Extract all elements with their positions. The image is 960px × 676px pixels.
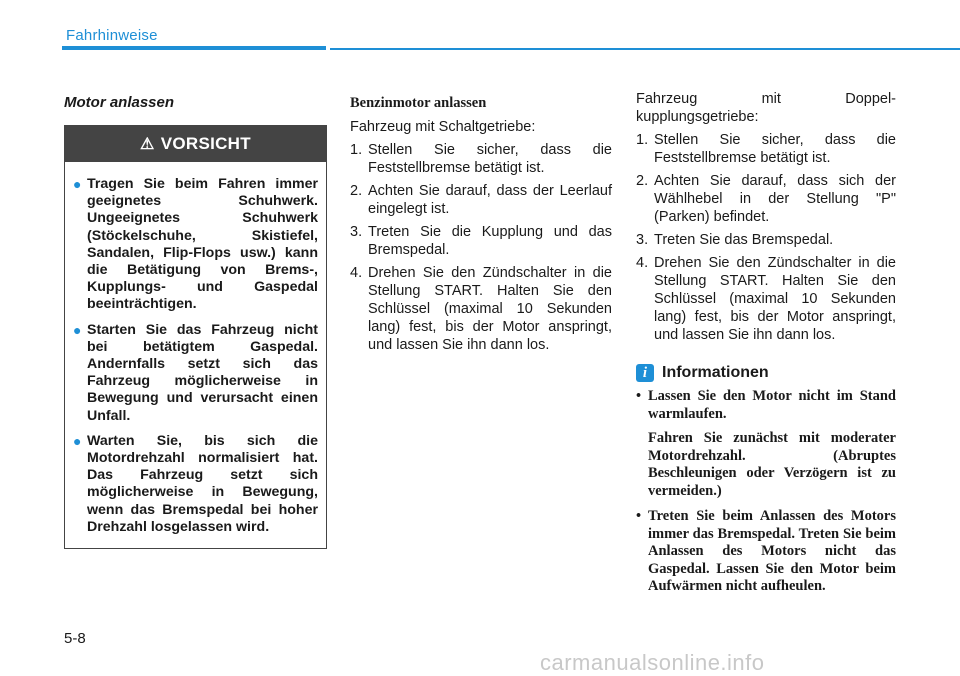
info-item-subtext: Fahren Sie zunächst mit moderater Motordrehzahl. (Abruptes Beschleunigen oder Verzögern ist zu vermeiden.) [648, 430, 896, 499]
bullet-dot-icon: ● [73, 176, 82, 192]
middle-column [350, 90, 612, 359]
dct-steps-list [636, 131, 896, 344]
caution-list [65, 162, 326, 548]
step-number: 1. [350, 142, 363, 158]
page-number: 5-8 [64, 630, 86, 647]
caution-item [73, 176, 318, 314]
caution-box [64, 125, 327, 549]
info-item-text: Lassen Sie den Motor nicht im Stand warmlaufen. [648, 388, 896, 422]
info-header [636, 364, 896, 382]
step-text: Treten Sie die Kupplung und das Bremspedal. [368, 224, 612, 258]
step-number: 2. [636, 173, 649, 189]
info-icon: i [636, 364, 654, 382]
bullet-dot-icon: ● [73, 432, 82, 449]
header-rule-thin [330, 48, 960, 50]
manual-steps-list [350, 141, 612, 354]
bullet-dot-icon: ● [73, 321, 82, 338]
caution-item [73, 433, 318, 536]
left-column [64, 90, 327, 549]
info-title: Informationen [662, 364, 769, 381]
section-title: Motor anlassen [64, 94, 175, 111]
caution-item [73, 322, 318, 425]
step-text: Achten Sie darauf, dass sich der Wählhebel in der Stellung "P" (Parken) befindet. [654, 173, 896, 225]
manual-transmission-intro: Fahrzeug mit Schaltgetriebe: [350, 119, 536, 135]
step-item [350, 141, 612, 177]
info-item [636, 388, 896, 500]
step-text: Drehen Sie den Zündschalter in die Stellung START. Halten Sie den Schlüssel (maximal 10 Sekunden lang) fest, bis der Motor anspringt, und lassen Sie ihn dann los. [654, 255, 896, 343]
info-item [636, 508, 896, 596]
step-number: 4. [350, 265, 363, 281]
caution-header [65, 126, 326, 162]
header-rule-thick [62, 46, 326, 50]
dct-intro: Fahrzeug mit Doppel-kupplungsgetriebe: [636, 91, 896, 125]
step-text: Stellen Sie sicher, dass die Feststellbremse betätigt ist. [654, 132, 896, 166]
step-item [636, 172, 896, 226]
caution-item-text: Tragen Sie beim Fahren immer geeignetes Schuhwerk. Ungeeignetes Schuhwerk (Stöckelschuhe, Skistiefel, Sandalen, Flip-Flops usw.) kann die Betätigung von Brems-, Kupplungs- und Gaspedal beeinträchtigen. [87, 176, 318, 313]
step-text: Stellen Sie sicher, dass die Feststellbremse betätigt ist. [368, 142, 612, 176]
step-item [350, 264, 612, 354]
step-item [636, 131, 896, 167]
step-number: 1. [636, 132, 649, 148]
section-header-title: Fahrhinweise [66, 27, 158, 44]
step-item [636, 231, 896, 249]
bullet-icon: • [636, 388, 642, 404]
caution-item-text: Starten Sie das Fahrzeug nicht bei betätigtem Gaspedal. Andernfalls setzt sich das Fahrzeug möglicherweise in Bewegung und verursacht einen Unfall. [87, 321, 318, 424]
step-number: 2. [350, 183, 363, 199]
step-text: Drehen Sie den Zündschalter in die Stellung START. Halten Sie den Schlüssel (maximal 10 Sekunden lang) fest, bis der Motor anspringt, und lassen Sie ihn dann los. [368, 265, 612, 353]
info-item-text: Treten Sie beim Anlassen des Motors immer das Bremspedal. Treten Sie beim Anlassen des Motors nicht das Gaspedal. Lassen Sie den Motor beim Aufwärmen nicht aufheulen. [648, 508, 896, 594]
step-text: Achten Sie darauf, dass der Leerlauf eingelegt ist. [368, 183, 612, 217]
step-item [350, 223, 612, 259]
warning-triangle-icon: ⚠ [140, 136, 155, 153]
info-list [636, 388, 896, 596]
petrol-engine-heading: Benzinmotor anlassen [350, 95, 487, 111]
step-number: 3. [636, 232, 649, 248]
step-text: Treten Sie das Bremspedal. [654, 232, 834, 248]
step-item [636, 254, 896, 344]
caution-item-text: Warten Sie, bis sich die Motordrehzahl normalisiert hat. Das Fahrzeug setzt sich möglicherweise in Bewegung, wenn das Bremspedal bei hoher Drehzahl losgelassen wird. [87, 432, 318, 535]
caution-label: VORSICHT [160, 134, 251, 153]
watermark: carmanualsonline.info [540, 650, 765, 675]
step-item [350, 182, 612, 218]
step-number: 3. [350, 224, 363, 240]
step-number: 4. [636, 255, 649, 271]
bullet-icon: • [636, 508, 642, 524]
right-column [636, 90, 896, 604]
